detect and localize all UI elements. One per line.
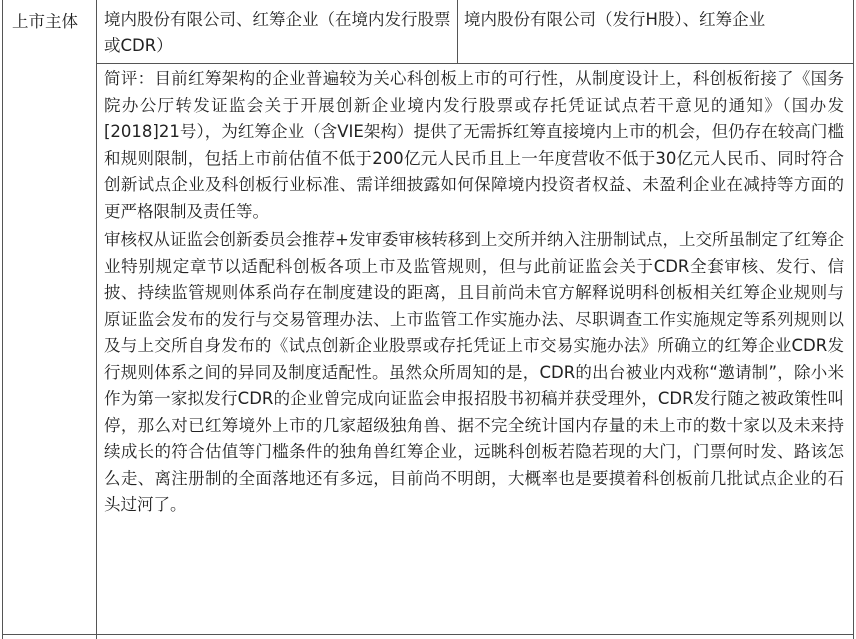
listing-entity-cell-2: 境内股份有限公司（发行H股）、红筹企业 — [464, 10, 766, 29]
right-border — [853, 0, 854, 639]
commentary — [104, 66, 844, 521]
label-divider — [96, 0, 97, 639]
row-label: 上市主体 — [12, 12, 78, 31]
bottom-border — [2, 634, 854, 635]
commentary-paragraph: 审核权从证监会创新委员会推荐+发审委审核转移到上交所并纳入注册制试点，上交所虽制定了红筹企业特别规定章节以适配科创板各项上市及监管规则，但与此前证监会关于CDR全套审核、发行、信披、持续监管规则体系尚存在制度建设的距离，且目前尚未官方解释说明科创板相关红筹企业规则与原证监会发布的发行与交易管理办法、上市监管工作实施办法、尽职调查工作实施规定等系列规则以及与上交所自身发布的《试点创新企业股票或存托凭证上市交易实施办法》所确立的红筹企业CDR发行规则体系之间的异同及制度适配性。虽然众所周知的是，CDR的出台被业内戏称“邀请制”，除小米作为第一家拟发行CDR的企业曾完成向证监会申报招股书初稿并获受理外，CDR发行随之被政策性叫停，那么对已红筹境外上市的几家超级独角兽、据不完全统计国内存量的未上市的数十家以及未来持续成长的符合估值等门槛条件的独角兽红筹企业，远眺科创板若隐若现的大门，门票何时发、路该怎么走、离注册制的全面落地还有多远，目前尚不明朗，大概率也是要摸着科创板前几批试点企业的石头过河了。 — [104, 230, 844, 514]
header-bottom-border — [96, 63, 854, 64]
commentary-paragraph: 简评：目前红筹架构的企业普遍较为关心科创板上市的可行性，从制度设计上，科创板衔接了《国务院办公厅转发证监会关于开展创新企业境内发行股票或存托凭证试点若干意见的通知》（国办发[2018]21号），为红筹企业（含VIE架构）提供了无需拆红筹直接境内上市的机会，但仍存在较高门槛和规则限制，包括上市前估值不低于200亿元人民币且上一年度营收不低于30亿元人民币、同时符合创新试点企业及科创板行业标准、需详细披露如何保障境内投资者权益、未盈利企业在减持等方面的更严格限制及责任等。 — [104, 69, 844, 221]
listing-entity-cell-1: 境内股份有限公司、红筹企业（在境内发行股票或CDR） — [104, 10, 451, 55]
left-border — [2, 0, 3, 639]
